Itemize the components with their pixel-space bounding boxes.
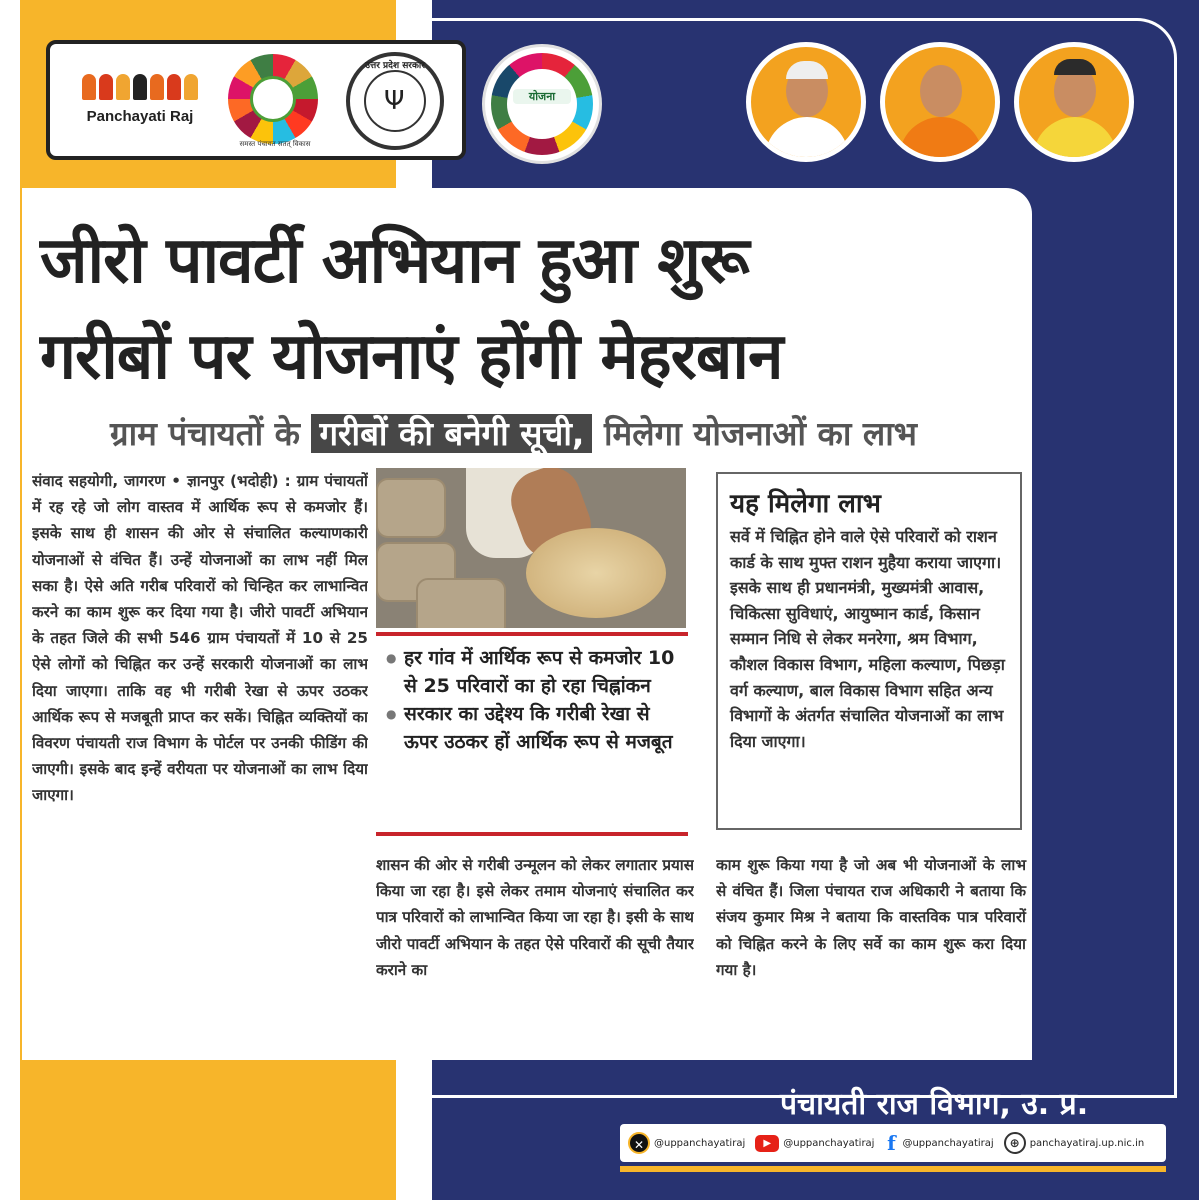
footer-accent-bar bbox=[620, 1166, 1166, 1172]
highlights-list bbox=[386, 644, 686, 756]
up-government-label: उत्तर प्रदेश सरकार bbox=[365, 61, 425, 71]
website-url: panchayatiraj.up.nic.in bbox=[1029, 1137, 1145, 1149]
benefits-body: सर्वे में चिह्नित होने वाले ऐसे परिवारों को राशन कार्ड के साथ मुफ्त राशन मुहैया कराया जाएगा। इसके साथ ही प्रधानमंत्री, मुख्यमंत्री आवास, चिकित्सा सुविधाएं, आयुष्मान कार्ड, किसान सम्मान निधि से लेकर मनरेगा, श्रम विभाग, कौशल विकास विभाग, महिला कल्याण, पिछड़ा वर्ग कल्याण, बाल विकास विभाग सहित अन्य विभागों के अंतर्गत संचालित योजनाओं का लाभ दिया जाएगा। bbox=[730, 527, 1005, 751]
grain-photo bbox=[376, 468, 686, 628]
article-column-right: काम शुरू किया गया है जो अब भी योजनाओं के लाभ से वंचित हैं। जिला पंचायत राज अधिकारी ने बताया कि संजय कुमार मिश्र ने बताया कि वास्तविक पात्र परिवारों को चिह्नित करने के लिए सर्वे का काम शुरू करा दिया गया है। bbox=[716, 856, 1026, 979]
department-title: पंचायती राज विभाग, उ. प्र. bbox=[780, 1087, 1089, 1122]
portrait-2 bbox=[880, 42, 1000, 162]
subheadline bbox=[110, 410, 917, 455]
background-white-edge bbox=[0, 0, 20, 1200]
people-icon bbox=[70, 74, 210, 100]
x-link[interactable] bbox=[628, 1132, 745, 1154]
facebook-link[interactable] bbox=[884, 1132, 993, 1154]
red-rule-top bbox=[376, 632, 688, 636]
x-handle: @uppanchayatiraj bbox=[654, 1137, 746, 1149]
article-column-left: संवाद सहयोगी, जागरण • ज्ञानपुर (भदोही) : ग्राम पंचायतों में रह रहे जो लोग वास्तव में आर्थिक रूप से कमजोर हैं। इसके साथ ही शासन की ओर से संचालित कल्याणकारी योजनाओं से वंचित हैं। उन्हें योजनाओं का लाभ नहीं मिल सका है। ऐसे अति गरीब परिवारों को चिन्हित कर लाभान्वित करने का काम शुरू कर दिया गया है। जीरो पावर्टी अभियान के तहत जिले की सभी 546 ग्राम पंचायतों में 10 से 25 ऐसे लोगों को चिह्नित कर उन्हें सरकारी योजनाओं का लाभ दिया जाएगा। ताकि वह भी गरीबी रेखा से ऊपर उठकर आर्थिक रूप से मजबूती प्राप्त कर सकें। चिह्नित व्यक्तियों का विवरण पंचायती राज विभाग के पोर्टल पर उनकी फीडिंग की जाएगी। इसके बाद इन्हें वरीयता पर योजनाओं का लाभ दिया जाएगा। bbox=[32, 472, 368, 805]
article-column-middle: शासन की ओर से गरीबी उन्मूलन को लेकर लगातार प्रयास किया जा रहा है। इसे लेकर तमाम योजनाएं संचालित कर पात्र परिवारों को लाभान्वित किया जा रहा है। इसी के साथ जीरो पावर्टी अभियान के तहत ऐसे परिवारों की सूची तैयार कराने का bbox=[376, 856, 694, 979]
highlight-item: ● सरकार का उद्देश्य कि गरीबी रेखा से ऊपर उठकर हों आर्थिक रूप से मजबूत bbox=[386, 700, 686, 756]
headline-line-2: गरीबों पर योजनाएं होंगी मेहरबान bbox=[40, 320, 783, 394]
youtube-link[interactable] bbox=[755, 1135, 874, 1152]
emblem-icon: Ψ bbox=[384, 86, 405, 116]
red-rule-bottom bbox=[376, 832, 688, 836]
subhead-after: मिलेगा योजनाओं का लाभ bbox=[603, 414, 918, 453]
youtube-icon: ▶ bbox=[755, 1135, 779, 1152]
benefits-title: यह मिलेगा लाभ bbox=[730, 489, 881, 519]
facebook-handle: @uppanchayatiraj bbox=[902, 1137, 994, 1149]
sdg-caption: समस्त पंचायत सतत् विकास bbox=[239, 140, 311, 148]
up-government-emblem bbox=[346, 52, 444, 150]
highlight-item: ● हर गांव में आर्थिक रूप से कमजोर 10 से 25 परिवारों का हो रहा चिह्नांकन bbox=[386, 644, 686, 700]
social-bar bbox=[620, 1124, 1166, 1162]
youtube-handle: @uppanchayatiraj bbox=[783, 1137, 875, 1149]
portrait-1 bbox=[746, 42, 866, 162]
facebook-icon: f bbox=[887, 1131, 896, 1155]
globe-icon: ⊕ bbox=[1004, 1132, 1026, 1154]
subhead-before: ग्राम पंचायतों के bbox=[110, 414, 300, 453]
benefits-box bbox=[716, 472, 1022, 830]
logo-box bbox=[46, 40, 466, 160]
x-icon: ✕ bbox=[628, 1132, 650, 1154]
yojana-logo bbox=[482, 44, 602, 164]
panchayati-raj-logo bbox=[70, 74, 210, 144]
headline-line-1: जीरो पावर्टी अभियान हुआ शुरू bbox=[40, 224, 749, 298]
yojana-label: योजना bbox=[513, 89, 571, 104]
portrait-3 bbox=[1014, 42, 1134, 162]
panchayati-raj-label: Panchayati Raj bbox=[86, 108, 194, 125]
sdg-wheel-icon bbox=[228, 54, 318, 144]
newspaper-clipping bbox=[22, 188, 1032, 1060]
website-link[interactable] bbox=[1004, 1132, 1145, 1154]
subhead-highlight: गरीबों की बनेगी सूची, bbox=[311, 414, 592, 453]
